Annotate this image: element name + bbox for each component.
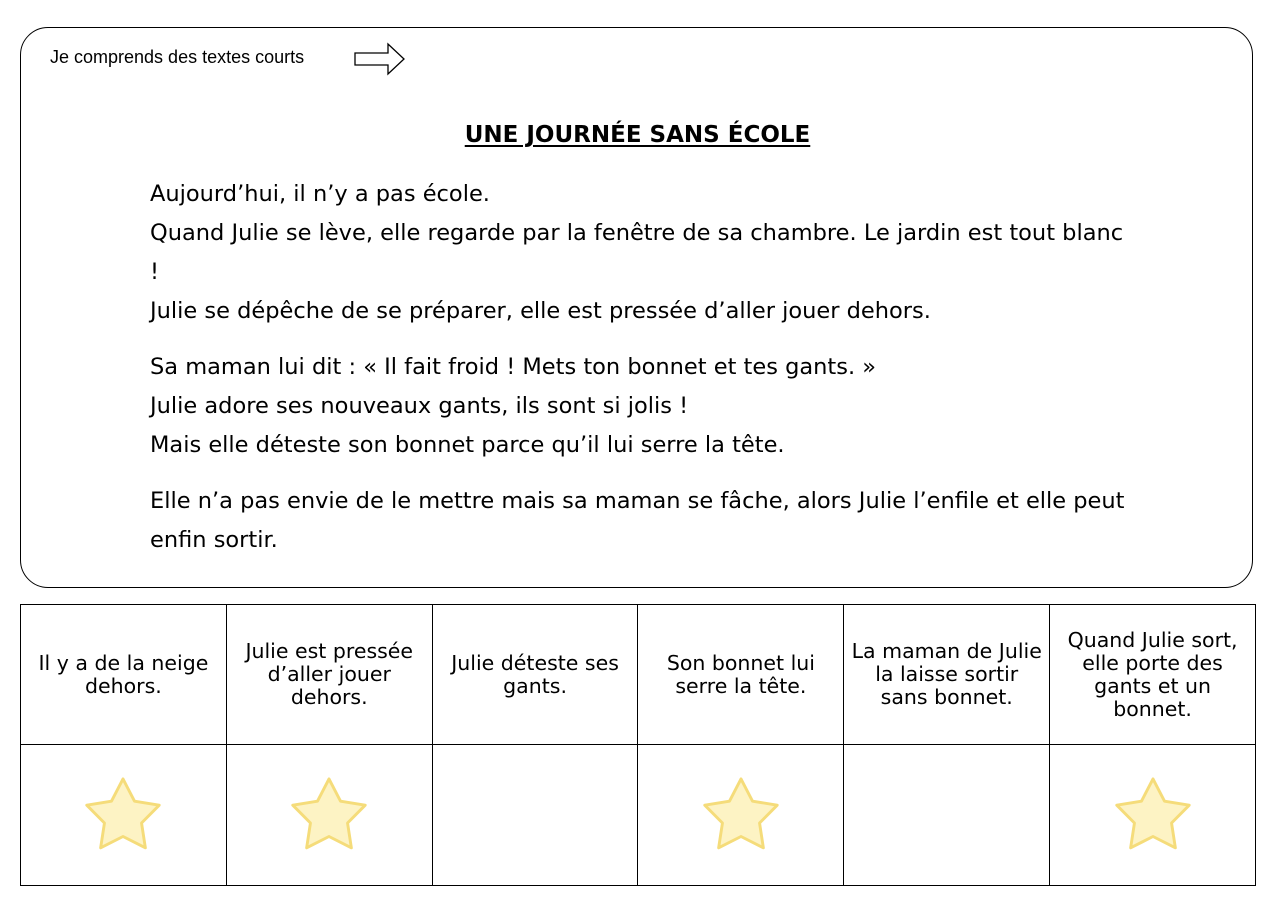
statement-cell: Il y a de la neige dehors.: [21, 605, 227, 745]
right-arrow-icon: [354, 42, 406, 76]
star-icon: [699, 775, 783, 857]
answer-cell[interactable]: [844, 745, 1050, 886]
star-icon: [81, 775, 165, 857]
statements-row: [21, 605, 1256, 745]
answer-cell[interactable]: [432, 745, 638, 886]
story-card: [20, 27, 1253, 588]
answer-cell[interactable]: [226, 745, 432, 886]
worksheet-category-label: Je comprends des textes courts: [50, 47, 305, 67]
star-icon: [1111, 775, 1195, 857]
statement-cell: La maman de Julie la laisse sortir sans bonnet.: [844, 605, 1050, 745]
answer-row: [21, 745, 1256, 886]
statement-cell: Son bonnet lui serre la tête.: [638, 605, 844, 745]
statement-cell: Julie déteste ses gants.: [432, 605, 638, 745]
story-line: Sa maman lui dit : « Il fait froid ! Mets ton bonnet et tes gants. »: [150, 354, 877, 380]
story-line: Quand Julie se lève, elle regarde par la fenêtre de sa chambre. Le jardin est tout blanc !: [150, 220, 1124, 285]
story-paragraph: [150, 348, 1125, 465]
story-line: Elle n’a pas envie de le mettre mais sa maman se fâche, alors Julie l’enfile et elle peut enfin sortir.: [150, 488, 1125, 553]
answer-cell[interactable]: [1050, 745, 1256, 886]
story-paragraph: [150, 175, 1125, 331]
statement-cell: Julie est pressée d’aller jouer dehors.: [226, 605, 432, 745]
answer-cell[interactable]: [21, 745, 227, 886]
true-false-table: [20, 604, 1256, 886]
story-title: UNE JOURNÉE SANS ÉCOLE: [464, 122, 811, 148]
answer-cell[interactable]: [638, 745, 844, 886]
story-line: Julie se dépêche de se préparer, elle est pressée d’aller jouer dehors.: [150, 298, 931, 324]
story-paragraph: [150, 482, 1125, 560]
star-icon: [287, 775, 371, 857]
statement-cell: Quand Julie sort, elle porte des gants et un bonnet.: [1050, 605, 1256, 745]
story-text: [150, 175, 1125, 560]
story-line: Julie adore ses nouveaux gants, ils sont si jolis !: [150, 393, 689, 419]
story-line: Aujourd’hui, il n’y a pas école.: [150, 181, 490, 207]
story-line: Mais elle déteste son bonnet parce qu’il lui serre la tête.: [150, 432, 785, 458]
